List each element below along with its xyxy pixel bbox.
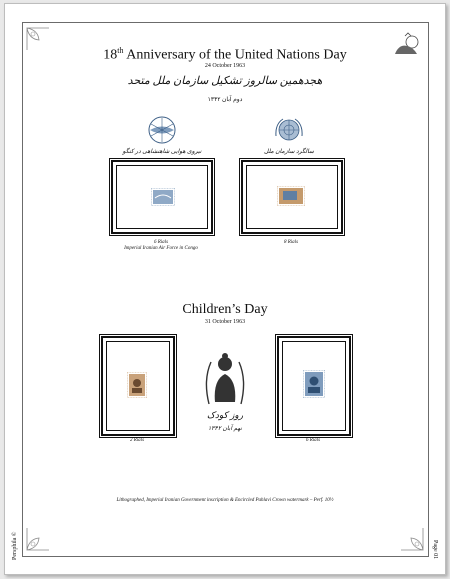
stamp-children-left-value: 2 Rials — [129, 438, 145, 443]
title-text: Anniversary of the United Nations Day — [123, 47, 347, 63]
stamp-children-right-value: 6 Rials — [305, 438, 321, 443]
printing-note: Lithographed, Imperial Iranian Government inscription & Encircled Pahlavi Crown watermark – Perf. 10½ — [116, 498, 334, 503]
section-1-date: 24 October 1963 — [204, 63, 246, 69]
air-force-emblem-label: نیروی هوایی شاهنشاهی در کنگو — [122, 149, 202, 155]
stamp-left-description: Imperial Iranian Air Force in Congo — [124, 246, 198, 251]
corner-ornament-bottom-left — [25, 526, 51, 552]
stamp-children-right-image — [303, 370, 325, 398]
stamp-mount-children-right — [277, 336, 351, 436]
section-1-persian-title: هجدهمین سالروز تشکیل سازمان ملل متحد — [127, 75, 323, 87]
section-2-date: 31 October 1963 — [204, 319, 246, 325]
section-1-title — [5, 46, 445, 64]
title-ordinal: th — [117, 46, 124, 55]
united-nations-emblem-icon — [273, 116, 305, 146]
publisher-credit: Persphila © — [12, 531, 18, 560]
corner-ornament-bottom-right — [399, 526, 425, 552]
section-2-title: Children’s Day — [182, 302, 268, 317]
stamp-mount-left — [111, 160, 213, 234]
stamp-right-value: 8 Rials — [283, 240, 299, 245]
air-force-emblem-icon — [145, 114, 179, 146]
stamp-mount-children-left — [101, 336, 175, 436]
page-number: Page 01 — [432, 540, 438, 560]
children-day-persian-date: نهم آبان ۱۳۴۲ — [208, 426, 242, 432]
stamp-mount-right — [241, 160, 343, 234]
stamp-left-value: 6 Rials — [153, 240, 169, 245]
stamp-un-day-image — [277, 186, 305, 206]
section-1-persian-date: دوم آبان ۱۳۴۲ — [207, 97, 243, 103]
album-page — [4, 3, 446, 575]
stamp-air-force-image — [151, 188, 175, 206]
title-number: 18 — [103, 47, 118, 63]
children-day-emblem-icon — [201, 350, 249, 408]
children-day-persian-label: روز کودک — [206, 410, 244, 420]
stamp-children-left-image — [127, 372, 147, 398]
united-nations-emblem-label: سالگرد سازمان ملل — [264, 149, 314, 155]
